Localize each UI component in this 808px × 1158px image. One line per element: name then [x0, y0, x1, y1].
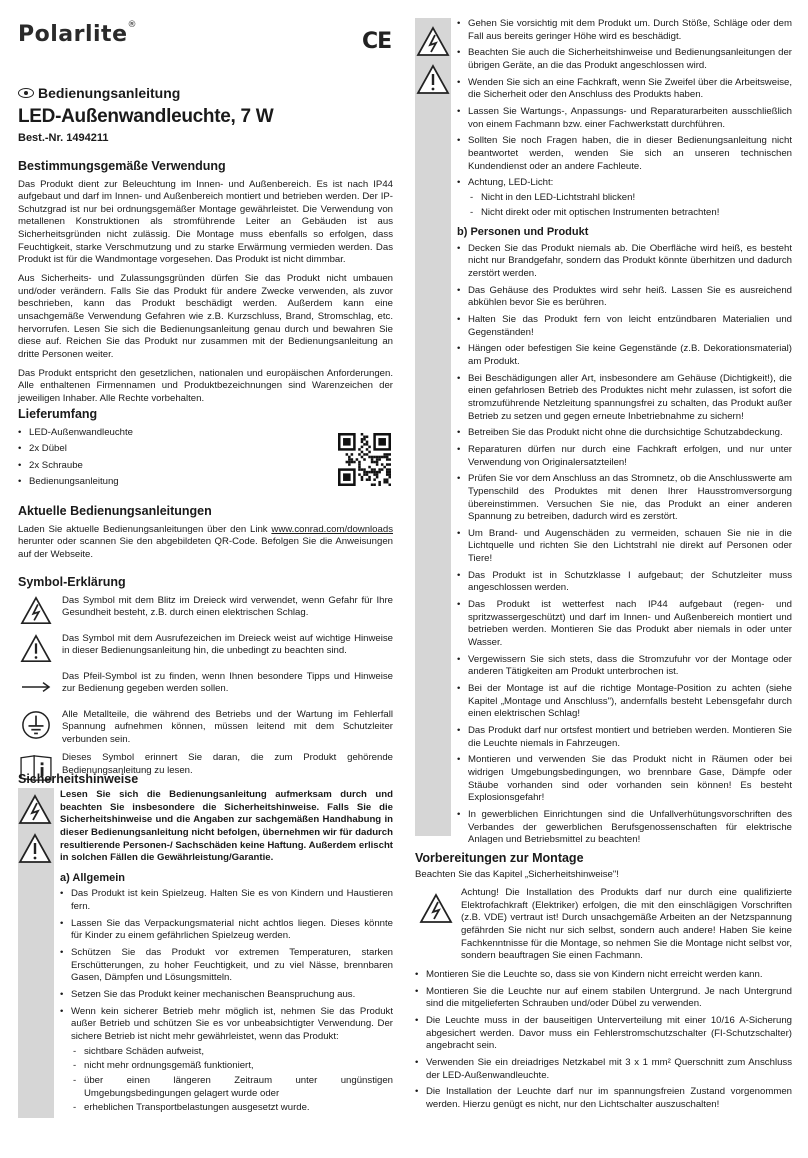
brand-logo	[18, 20, 137, 49]
symbol-row	[18, 671, 393, 703]
registered-mark: ®	[127, 20, 137, 30]
section-title: Sicherheitshinweise	[18, 772, 139, 786]
list-item: • Prüfen Sie vor dem Anschluss an das Stromnetz, ob die Anschlusswerte am Typenschild des Produktes mit denen Ihrer Hausstromversorgung übereinstimmen. Versuchen Sie nie, das Produkt an einer anderen Spannung zu betreiben, dadurch wird es zerstört.	[457, 473, 792, 524]
symbol-description: Das Symbol mit dem Ausrufezeichen im Dreieck weist auf wichtige Hinweise in dieser Bedienungsanleitung hin, die unbedingt zu beachten sind.	[62, 632, 393, 657]
list-item: • Das Gehäuse des Produktes wird sehr heiß. Lassen Sie es ausreichend abkühlen bevor Sie es berühren.	[457, 285, 792, 310]
exclamation-triangle-icon	[18, 833, 52, 865]
paragraph: Das Produkt entspricht den gesetzlichen, nationalen und europäischen Anforderungen. Alle enthaltenen Firmennamen und Produktbezeichnungen sind Warenzeichen der jeweiligen Inhaber. Alle Rechte vorbehalten.	[18, 367, 393, 404]
sub-list-item: - erheblichen Transportbelastungen ausgesetzt wurde.	[71, 1102, 393, 1115]
ce-mark: CE	[362, 29, 392, 54]
sub-list-item: - über einen längeren Zeitraum unter ungünstigen Umgebungsbedingungen gelagert wurde oder	[71, 1075, 393, 1100]
brand-name: Polarlite	[18, 22, 128, 47]
symbol-description: Das Symbol mit dem Blitz im Dreieck wird verwendet, wenn Gefahr für Ihre Gesundheit besteht, z.B. durch einen elektrischen Schlag.	[62, 594, 393, 619]
list-item: • Sollten Sie noch Fragen haben, die in dieser Bedienungsanleitung nicht beantwortet werden, wenden Sie sich an unseren technischen Kundendienst oder an andere Fachleute.	[457, 135, 792, 173]
sub-list-item: - nicht mehr ordnungsgemäß funktioniert,	[71, 1060, 393, 1073]
text: herunter oder scannen Sie den abgebildeten QR-Code. Befolgen Sie die Anweisungen auf der Webseite.	[18, 536, 393, 560]
list-item: • Montieren Sie die Leuchte so, dass sie von Kindern nicht erreicht werden kann.	[415, 969, 792, 982]
list-item: • Gehen Sie vorsichtig mit dem Produkt um. Durch Stöße, Schläge oder dem Fall aus bereits geringer Höhe wird es beschädigt.	[457, 18, 792, 43]
symbol-description: Dieses Symbol erinnert Sie daran, die zum Produkt gehörende Bedienungsanleitung zu lesen.	[62, 752, 393, 777]
list-item: • Bei der Montage ist auf die richtige Montage-Position zu achten (siehe Kapitel „Montage und Anschluss"), andernfalls besteht Lebensgefahr durch einen elektrischen Schlag!	[457, 683, 792, 721]
list-item: • Lassen Sie das Verpackungsmaterial nicht achtlos liegen. Dieses könnte für Kinder zu einem gefährlichen Spielzeug werden.	[60, 918, 393, 943]
paragraph: Aus Sicherheits- und Zulassungsgründen dürfen Sie das Produkt nicht umbauen und/oder verändern. Falls Sie das Produkt für andere Zwecke verwenden, als zuvor beschrieben, kann das Produkt beschädigt werden. Außerdem kann eine unsachgemäße Verwendung Gefahren wie z.B. Kurzschluss, Brand, Stromschlag, etc. hervorrufen. Lesen Sie sich die Bedienungsanleitung genau durch und bewahren Sie diese auf. Reichen Sie das Produkt nur zusammen mit der Bedienungsanleitung an dritte Personen weiter.	[18, 273, 393, 361]
safety-content-continued	[457, 18, 792, 851]
list-item: • Wenden Sie sich an eine Fachkraft, wenn Sie Zweifel über die Arbeitsweise, die Sicherheit oder den Anschluss des Produkts haben.	[457, 77, 792, 102]
section-title: Vorbereitungen zur Montage	[415, 851, 584, 865]
list-item: • Vergewissern Sie sich stets, dass die Stromzufuhr vor der Montage oder anderen Tätigkeiten am Produkt unterbrochen ist.	[457, 654, 792, 679]
article-number: Best.-Nr. 1494211	[18, 132, 109, 144]
list-item: • Das Produkt darf nur ortsfest montiert und betrieben werden. Montieren Sie die Leuchte niemals in Fahrzeugen.	[457, 725, 792, 750]
list-item: • Halten Sie das Produkt fern von leicht entzündbaren Materialien und Gegenständen!	[457, 314, 792, 339]
symbol-list	[18, 595, 393, 785]
list-item: • Die Installation der Leuchte darf nur im spannungsfreien Zustand vorgenommen werden. Hierzu genügt es nicht, nur den Lichtschalter auszuschalten!	[415, 1086, 792, 1111]
general-list	[60, 888, 393, 1115]
prep-note: Beachten Sie das Kapitel „Sicherheitshinweise"!	[415, 868, 619, 880]
subsection-title: a) Allgemein	[60, 871, 125, 884]
scope-section	[18, 406, 318, 493]
sub-list-item: - Nicht in den LED-Lichtstrahl blicken!	[468, 192, 792, 205]
list-item: • In gewerblichen Einrichtungen sind die Unfallverhütungsvorschriften des Verbandes der gewerblichen Berufsgenossenschaften für elektrische Anlagen und Betriebsmittel zu beachten!	[457, 809, 792, 847]
sub-list	[468, 192, 792, 219]
list-item: • Montieren Sie die Leuchte nur auf einem stabilen Untergrund. Je nach Untergrund sind die mitgelieferten Schrauben und/oder Dübel zu verwenden.	[415, 986, 792, 1011]
list-item: • Das Produkt ist kein Spielzeug. Halten Sie es von Kindern und Haustieren fern.	[60, 888, 393, 913]
list-item: • Bei Beschädigungen aller Art, insbesondere am Gehäuse (Dichtigkeit!), die einen gefahrlosen Betrieb des Produktes nicht mehr zulassen, ist sofort die stromzuführende Netzleitung spannungsfrei zu schalten, das Produkt außer Betrieb zu setzen und gegen erneute Inbetriebnahme zu sichern!	[457, 373, 792, 424]
paragraph: Das Produkt dient zur Beleuchtung im Innen- und Außenbereich. Es ist nach IP44 aufgebaut und darf im Innen- und Außenbereich montiert und betrieben werden. Der IP-Schutzgrad ist nur bei ordnungsgemäßer Montage gewährleistet. Die Verwendung von metallenen Konstruktionen als stromführende Leiter an Gebäuden ist aus Sicherheitsgründen nicht zulässig. Die Montage muss ebenfalls so erfolgen, dass Feuchtigkeit, starke Verschmutzung und zu starke Erwärmung vermieden werden. Das Produkt ist für die Wandmontage vorgesehen. Das Produkt ist nicht dimmbar.	[18, 178, 393, 266]
arrow-icon	[18, 671, 54, 703]
list-item: • Montieren und verwenden Sie das Produkt nicht in Räumen oder bei widrigen Umgebungsbedingungen, wo brennbare Gase, Dämpfe oder Stäube vorhanden sind oder vorhanden sein können! Es besteht Explosionsgefahr!	[457, 754, 792, 805]
list-item-text: Wenn kein sicherer Betrieb mehr möglich ist, nehmen Sie das Produkt außer Betrieb und schützen Sie es vor unbeabsichtigter Verwendung. Der sichere Betrieb ist nicht mehr gewährleistet, wenn das Produkt:	[71, 1005, 393, 1043]
qr-code	[338, 433, 391, 486]
download-link[interactable]: www.conrad.com/downloads	[271, 523, 393, 535]
symbols-section	[18, 574, 393, 790]
list-item: • LED-Außenwandleuchte	[18, 427, 318, 440]
prep-warning-text: Achtung! Die Installation des Produkts darf nur durch eine qualifizierte Elektrofachkraft (Elektriker) erfolgen, die mit den einschlägigen Vorschriften (z.B. VDE) vertraut ist! Durch unsachgemäße Arbeiten an der Netzspannung gefährden Sie nicht nur sich selbst, sondern auch andere! Haben Sie keine Fachkenntnisse für die Montage, so nehmen Sie die Montage nicht selbst vor, sondern beauftragen Sie einen Fachmann.	[461, 887, 792, 962]
symbol-row	[18, 709, 393, 747]
safety-content	[60, 789, 393, 1119]
list-item: • 2x Dübel	[18, 443, 318, 456]
exclamation-triangle-icon	[416, 64, 450, 96]
section-title: Lieferumfang	[18, 407, 98, 421]
list-item: • Hängen oder befestigen Sie keine Gegenstände (z.B. Dekorationsmaterial) am Produkt.	[457, 343, 792, 368]
general-cont-list	[457, 18, 792, 219]
list-item: • Setzen Sie das Produkt keiner mechanischen Beanspruchung aus.	[60, 989, 393, 1002]
doc-type-label: Bedienungsanleitung	[38, 85, 181, 101]
list-item: • Das Produkt ist wetterfest nach IP44 aufgebaut (regen- und spritzwassergeschützt) und darf im Innen- und Außenbereich montiert und betrieben werden. Montieren Sie das Produkt aber niemals in oder unter Wasser.	[457, 599, 792, 650]
symbol-row	[18, 633, 393, 665]
list-item: • Decken Sie das Produkt niemals ab. Die Oberfläche wird heiß, es besteht nicht nur Brandgefahr, sondern das Produkt könnte überhitzen und dadurch zerstört werden.	[457, 243, 792, 281]
list-item: • Reparaturen dürfen nur durch eine Fachkraft erfolgen, und nur unter Verwendung von Originalersatzteilen!	[457, 444, 792, 469]
paragraph	[18, 524, 393, 562]
safety-intro: Lesen Sie sich die Bedienungsanleitung aufmerksam durch und beachten Sie insbesondere die Sicherheitshinweise. Falls Sie die Sicherheitshinweise und die Angaben zur sachgemäßen Handhabung in dieser Bedienungsanleitung nicht befolgen, übernehmen wir für dadurch resultierende Personen-/ Sachschäden keine Haftung. Außerdem erlischt in solchen Fällen die Gewährleistung/Garantie.	[60, 789, 393, 864]
list-item: • Lassen Sie Wartungs-, Anpassungs- und Reparaturarbeiten ausschließlich von einem Fachmann bzw. einer Fachwerkstatt durchführen.	[457, 106, 792, 131]
sub-list-item: - sichtbare Schäden aufweist,	[71, 1046, 393, 1059]
intended-use-section	[18, 158, 393, 412]
list-item: • Beachten Sie auch die Sicherheitshinweise und Bedienungsanleitungen der übrigen Geräte, an die das Produkt angeschlossen wird.	[457, 47, 792, 72]
list-item	[60, 1006, 393, 1115]
eye-icon	[18, 88, 34, 98]
symbol-description: Alle Metallteile, die während des Betriebs und der Wartung im Fehlerfall Spannung aufnehmen können, müssen leitend mit dem Schutzleiter verbunden sein.	[62, 708, 393, 745]
lightning-triangle-icon	[416, 26, 450, 58]
prep-list	[415, 969, 792, 1112]
section-title: Aktuelle Bedienungsanleitungen	[18, 504, 212, 518]
list-item: • Betreiben Sie das Produkt nicht ohne die durchsichtige Schutzabdeckung.	[457, 427, 792, 440]
list-item	[457, 177, 792, 219]
exclamation-triangle-icon	[18, 633, 54, 665]
scope-list	[18, 427, 318, 490]
list-item: • Verwenden Sie ein dreiadriges Netzkabel mit 3 x 1 mm² Querschnitt zum Anschluss der LED-Außenwandleuchte.	[415, 1057, 792, 1082]
list-item: • Die Leuchte muss in der bauseitigen Unterverteilung mit einer 10/16 A-Sicherung abgesichert werden. Davor muss ein Fehlerstromschutzschalter (FI-Schutzschalter) angebracht sein.	[415, 1015, 792, 1053]
symbol-row	[18, 595, 393, 627]
lightning-triangle-icon	[419, 893, 453, 925]
list-item: • Das Produkt ist in Schutzklasse I aufgebaut; der Schutzleiter muss angeschlossen werden.	[457, 570, 792, 595]
list-item: • Um Brand- und Augenschäden zu vermeiden, schauen Sie nie in die Lichtquelle und richten Sie den Lichtstrahl nie direkt auf Personen oder Tiere!	[457, 528, 792, 566]
section-title: Bestimmungsgemäße Verwendung	[18, 159, 226, 173]
persons-list	[457, 243, 792, 847]
protective-earth-icon	[18, 709, 54, 741]
list-item: • 2x Schraube	[18, 460, 318, 473]
text: Laden Sie aktuelle Bedienungsanleitungen über den Link	[18, 523, 272, 535]
prep-warning	[415, 887, 792, 963]
list-item-text: Achtung, LED-Licht:	[468, 177, 554, 189]
lightning-triangle-icon	[18, 794, 52, 826]
lightning-triangle-icon	[18, 595, 54, 627]
warning-bar	[415, 18, 451, 836]
sub-list-item: - Nicht direkt oder mit optischen Instrumenten betrachten!	[468, 207, 792, 220]
symbol-description: Das Pfeil-Symbol ist zu finden, wenn Ihnen besondere Tipps und Hinweise zur Bedienung gegeben werden sollen.	[62, 670, 393, 695]
doc-type	[18, 84, 180, 102]
product-title: LED-Außenwandleuchte, 7 W	[18, 106, 274, 127]
sub-list	[71, 1046, 393, 1115]
subsection-title: b) Personen und Produkt	[457, 226, 589, 239]
prep-section	[415, 850, 792, 1116]
manuals-section	[18, 503, 393, 567]
list-item: • Bedienungsanleitung	[18, 476, 318, 489]
section-title: Symbol-Erklärung	[18, 575, 126, 589]
list-item: • Schützen Sie das Produkt vor extremen Temperaturen, starken Erschütterungen, zu hoher Feuchtigkeit, und zu viel Nässe, brennbaren Gasen, Dämpfen und Lösungsmitteln.	[60, 947, 393, 985]
